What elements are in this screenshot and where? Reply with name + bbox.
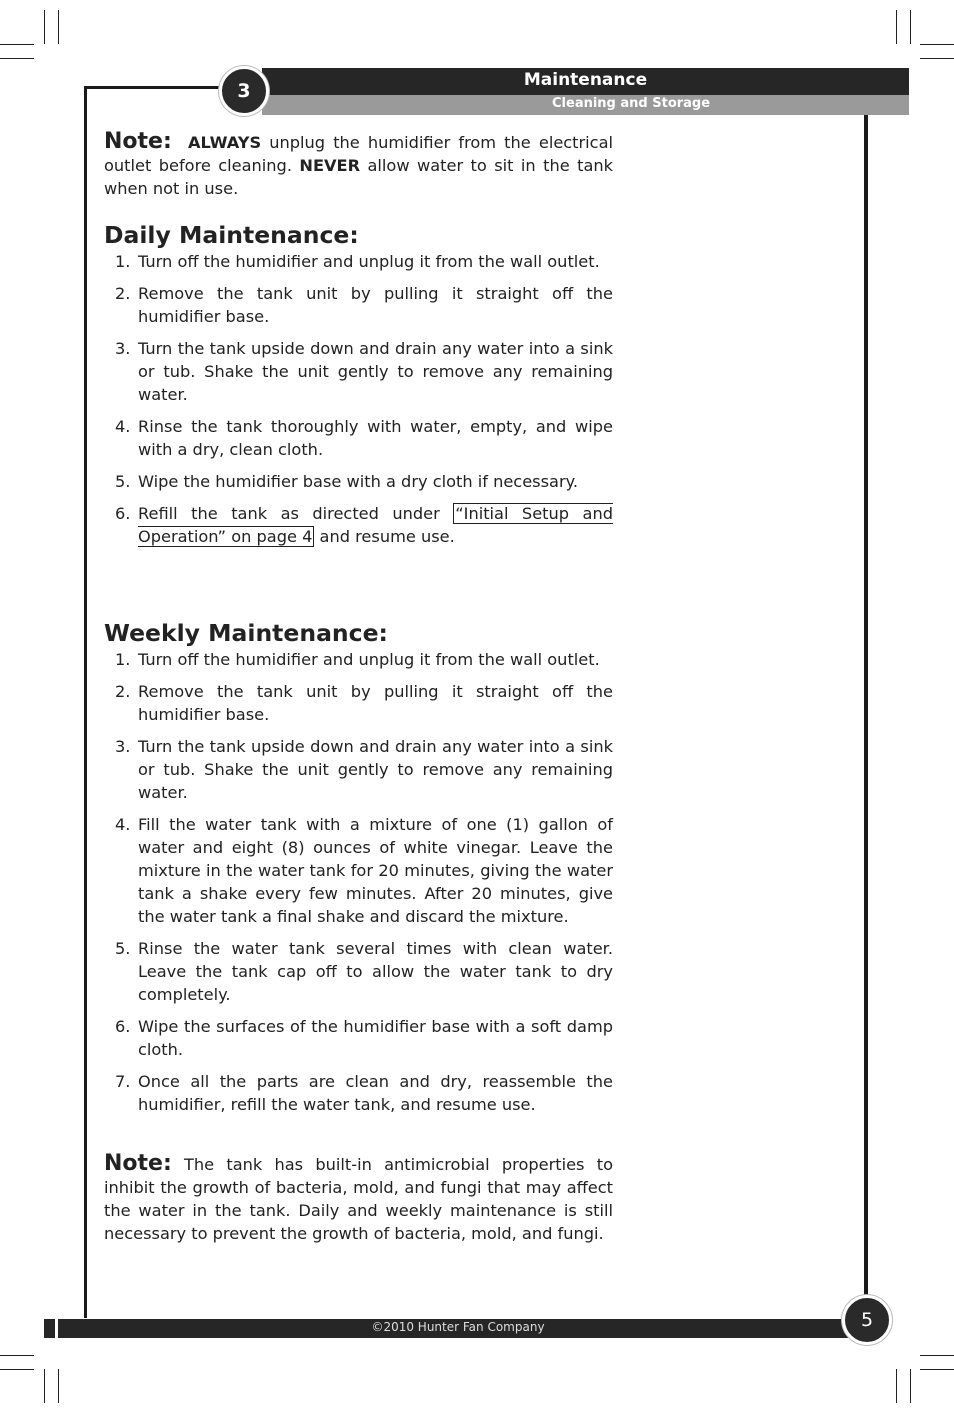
list-item: 6. Wipe the surfaces of the humidifier base with a soft damp cloth. — [115, 1017, 613, 1059]
crop-mark — [920, 44, 954, 45]
crop-mark — [920, 1369, 954, 1370]
note-bottom — [104, 1152, 613, 1245]
note-text: unplug the humidifier from the electrical outlet before cleaning. — [104, 133, 613, 175]
header-bar — [262, 68, 909, 95]
list-item: 4. Fill the water tank with a mixture of one (1) gallon of water and eight (8) ounces of white vinegar. Leave the mixture in the water tank for 20 minutes, giving the water tank a shake every few minutes. After 20 minutes, give the water tank a final shake and discard the mixture. — [115, 815, 613, 926]
daily-maintenance-heading: Daily Maintenance: — [104, 221, 359, 249]
crop-mark — [44, 10, 45, 44]
weekly-steps-list — [104, 648, 613, 1116]
frame-left-line — [84, 86, 87, 1318]
footer-bar — [58, 1319, 858, 1338]
crop-mark — [44, 1369, 45, 1403]
note-text: allow water to sit in the tank when not in use. — [104, 156, 614, 198]
footer-stub — [44, 1319, 55, 1338]
always-emphasis: ALWAYS — [188, 133, 262, 152]
crop-mark — [0, 1355, 34, 1356]
note-top — [104, 130, 613, 200]
weekly-maintenance-heading: Weekly Maintenance: — [104, 619, 388, 647]
section-subtitle: Cleaning and Storage — [552, 96, 711, 111]
crop-mark — [58, 1369, 59, 1403]
daily-steps-list — [104, 250, 613, 548]
crop-mark — [58, 10, 59, 44]
crop-mark — [920, 58, 954, 59]
list-item: 2. Remove the tank unit by pulling it straight off the humidifier base. — [115, 682, 613, 724]
frame-top-line — [84, 86, 228, 89]
list-item: 1. Turn off the humidifier and unplug it from the wall outlet. — [115, 650, 600, 669]
note-label: Note: — [104, 1151, 172, 1176]
crop-mark — [910, 10, 911, 44]
note-label: Note: — [104, 129, 172, 154]
note-text: The tank has built-in antimicrobial properties to inhibit the growth of bacteria, mold, and fungi that may affect the water in the tank. Daily and weekly maintenance is still necessary to prevent the growth of bacteria, mold, and fungi. — [104, 1155, 613, 1243]
list-item: 2. Remove the tank unit by pulling it straight off the humidifier base. — [115, 284, 613, 326]
page-content — [104, 130, 613, 1245]
subheader-bar — [262, 95, 909, 115]
section-title: Maintenance — [523, 70, 648, 90]
crop-mark — [0, 1369, 34, 1370]
list-item: 3. Turn the tank upside down and drain any water into a sink or tub. Shake the unit gently to remove any remaining water. — [115, 737, 613, 802]
frame-right-line — [864, 114, 868, 1306]
crop-mark — [0, 44, 34, 45]
list-item: 1. Turn off the humidifier and unplug it from the wall outlet. — [115, 252, 600, 271]
crop-mark — [896, 10, 897, 44]
list-item: 5. Wipe the humidifier base with a dry cloth if necessary. — [115, 472, 579, 491]
list-item: 7. Once all the parts are clean and dry, reassemble the humidifier, refill the water tank, and resume use. — [115, 1072, 613, 1114]
crop-mark — [910, 1369, 911, 1403]
chapter-number-badge: 3 — [219, 66, 269, 116]
list-item: 3. Turn the tank upside down and drain any water into a sink or tub. Shake the unit gently to remove any remaining water. — [115, 339, 613, 404]
list-item: 5. Rinse the water tank several times with clean water. Leave the tank cap off to allow the water tank to dry completely. — [115, 939, 613, 1004]
page-number-badge: 5 — [842, 1295, 892, 1345]
crop-mark — [896, 1369, 897, 1403]
initial-setup-link[interactable]: “Initial Setup and Operation” on page 4 — [138, 504, 613, 546]
list-item: 4. Rinse the tank thoroughly with water, empty, and wipe with a dry, clean cloth. — [115, 417, 613, 459]
crop-mark — [0, 58, 34, 59]
never-emphasis: NEVER — [299, 156, 361, 175]
list-item: 6. Refill the tank as directed under “Initial Setup and Operation” on page 4 and resume use. — [115, 504, 613, 546]
copyright-text: ©2010 Hunter Fan Company — [371, 1320, 545, 1334]
crop-mark — [920, 1355, 954, 1356]
